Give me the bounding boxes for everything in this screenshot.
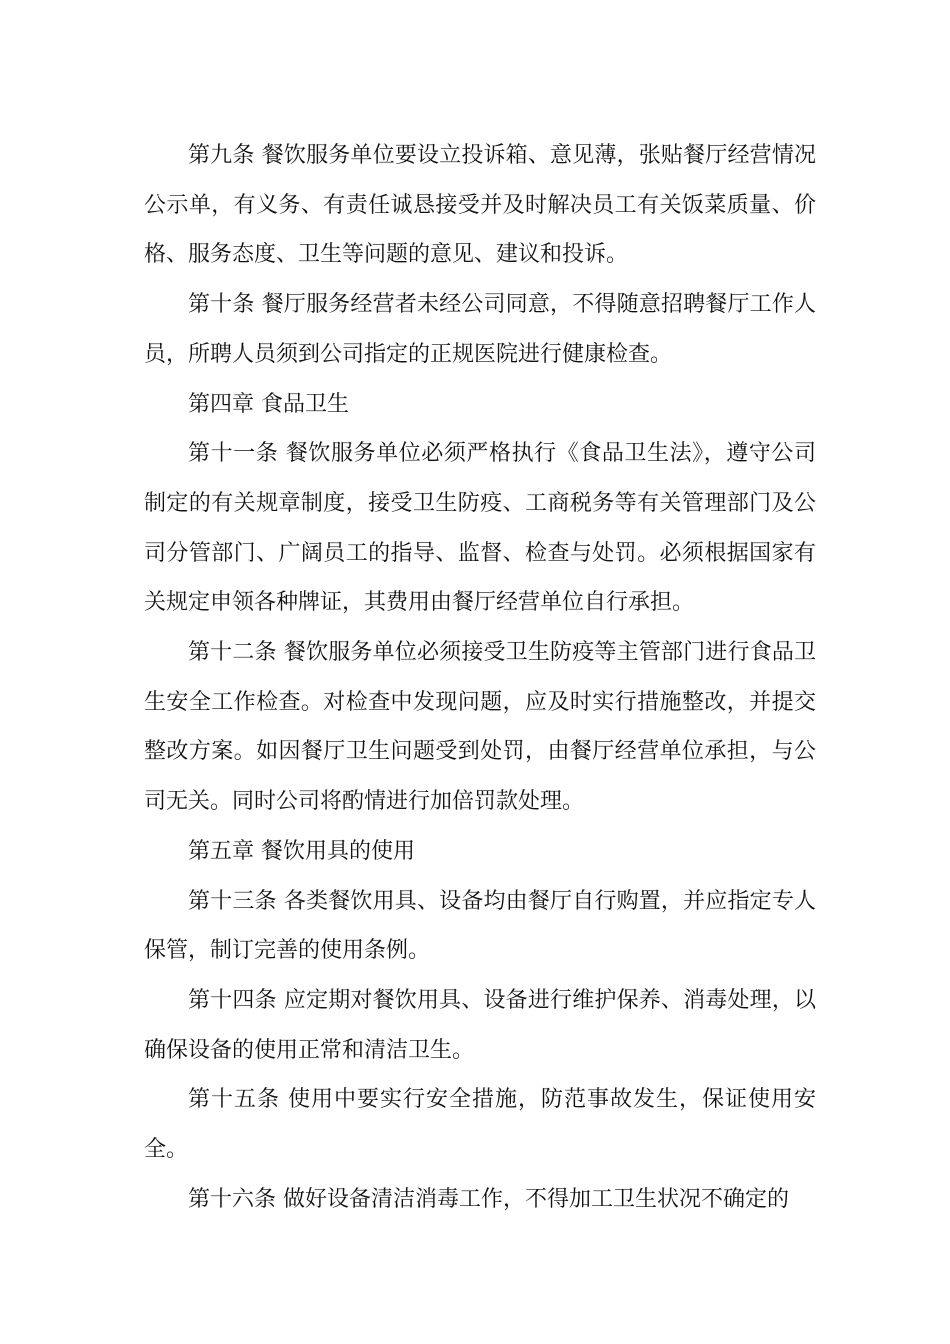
article-16-paragraph: 第十六条 做好设备清洁消毒工作，不得加工卫生状况不确定的 <box>188 1186 789 1212</box>
article-9-paragraph: 第九条 餐饮服务单位要设立投诉箱、意见薄，张贴餐厅经营情况公示单，有义务、有责任诚恳接受并及时解决员工有关饭菜质量、价格、服务态度、卫生等问题的意见、建议和投诉。 <box>144 143 816 268</box>
article-10-paragraph: 第十条 餐厅服务经营者未经公司同意，不得随意招聘餐厅工作人员，所聘人员须到公司指定的正规医院进行健康检查。 <box>144 292 816 367</box>
article-13-paragraph: 第十三条 各类餐饮用具、设备均由餐厅自行购置，并应指定专人保管，制订完善的使用条例。 <box>144 888 816 964</box>
chapter-5-heading: 第五章 餐饮用具的使用 <box>188 838 415 864</box>
chapter-4-heading: 第四章 食品卫生 <box>188 391 349 417</box>
document-body <box>144 131 816 1224</box>
article-15-paragraph: 第十五条 使用中要实行安全措施，防范事故发生，保证使用安全。 <box>144 1087 816 1163</box>
article-14-paragraph: 第十四条 应定期对餐饮用具、设备进行维护保养、消毒处理，以确保设备的使用正常和清洁卫生。 <box>144 987 816 1063</box>
article-12-paragraph: 第十二条 餐饮服务单位必须接受卫生防疫等主管部门进行食品卫生安全工作检查。对检查中发现问题，应及时实行措施整改，并提交整改方案。如因餐厅卫生问题受到处罚，由餐厅经营单位承担，与公司无关。同时公司将酌情进行加倍罚款处理。 <box>144 640 816 815</box>
article-11-paragraph: 第十一条 餐饮服务单位必须严格执行《食品卫生法》，遵守公司制定的有关规章制度，接受卫生防疫、工商税务等有关管理部门及公司分管部门、广阔员工的指导、监督、检查与处罚。必须根据国家有关规定申领各种牌证，其费用由餐厅经营单位自行承担。 <box>144 441 816 616</box>
